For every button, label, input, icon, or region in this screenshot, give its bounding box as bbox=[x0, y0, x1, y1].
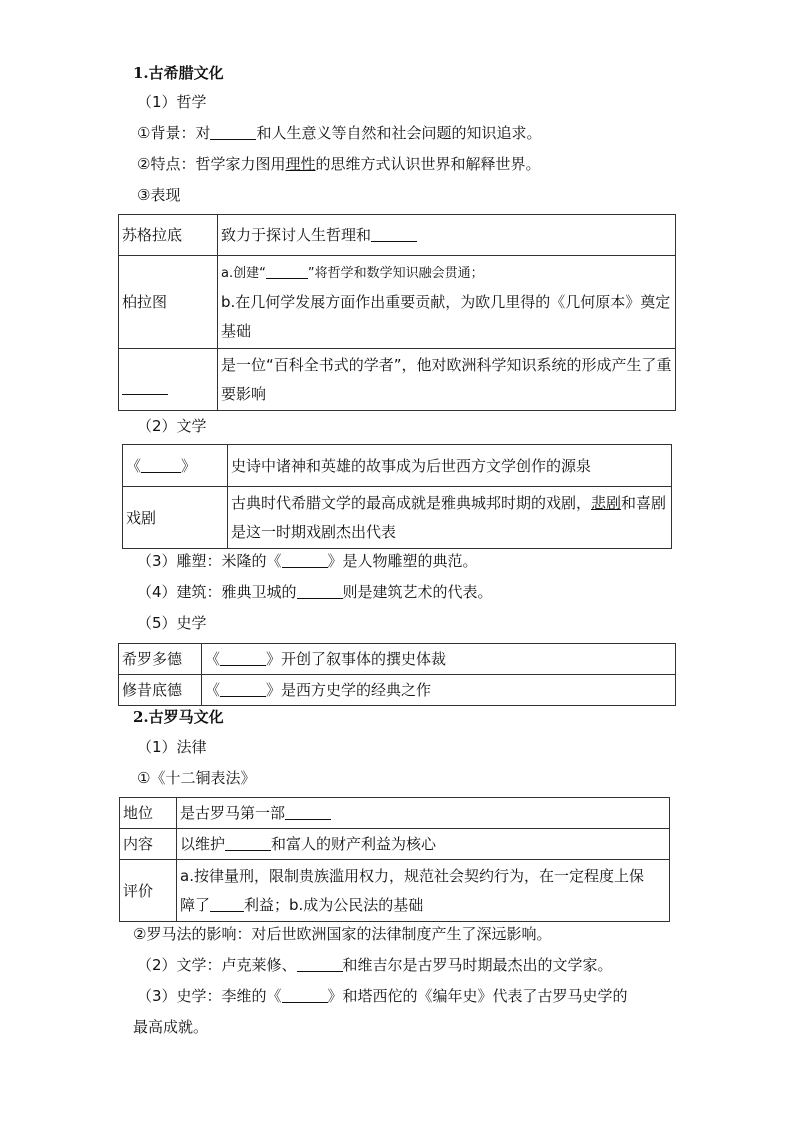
text-fragment: （3）史学：李维的《 bbox=[137, 987, 282, 1005]
text-fragment: b.在几何学发展方面作出重要贡献，为欧几里得的《几何原本》奠定基础 bbox=[221, 292, 671, 340]
law-name: 地位 bbox=[120, 798, 177, 829]
philosophy-table bbox=[118, 214, 676, 411]
text-fragment: 和喜剧是这一时期戏剧杰出代表 bbox=[231, 493, 667, 541]
literature-name bbox=[123, 445, 228, 487]
text-fragment: 》是西方史学的经典之作 bbox=[266, 681, 432, 699]
law-name: 内容 bbox=[120, 829, 177, 860]
fill-blank[interactable] bbox=[122, 379, 168, 395]
text-fragment: （4）建筑：雅典卫城的 bbox=[137, 583, 297, 601]
law-heading: （1）法律 bbox=[137, 738, 207, 756]
text-fragment: ②特点：哲学家力图用 bbox=[137, 155, 286, 173]
philosopher-name-blank bbox=[119, 349, 218, 411]
underlined-term: 悲剧 bbox=[591, 493, 622, 512]
literature-desc: 史诗中诸神和英雄的故事成为后世西方文学创作的源泉 bbox=[228, 445, 672, 487]
literature-name: 戏剧 bbox=[123, 487, 228, 549]
text-fragment: 》和塔西佗的《编年史》代表了古罗马史学的 bbox=[327, 987, 628, 1005]
fill-blank[interactable] bbox=[210, 124, 256, 140]
law-table bbox=[119, 797, 670, 922]
text-fragment: 致力于探讨人生哲理和 bbox=[221, 226, 372, 244]
fill-blank[interactable] bbox=[266, 263, 308, 279]
philosophy-heading: （1）哲学 bbox=[137, 93, 207, 111]
text-fragment: 古典时代希腊文学的最高成就是雅典城邦时期的戏剧， bbox=[231, 493, 592, 512]
twelve-tables-line: ①《十二铜表法》 bbox=[137, 769, 256, 787]
philosopher-name: 柏拉图 bbox=[119, 256, 218, 349]
philosophy-feature bbox=[137, 154, 540, 174]
architecture-line bbox=[137, 582, 493, 602]
text-fragment: 》开创了叙事体的撰史体裁 bbox=[266, 650, 447, 668]
philosopher-desc bbox=[218, 256, 676, 349]
text-fragment: 利益；b.成为公民法的基础 bbox=[244, 895, 424, 914]
text-fragment: a.按律量刑，限制贵族滥用权力，规范社会契约行为，在一定程度上保 bbox=[180, 866, 644, 885]
philosopher-name: 苏格拉底 bbox=[119, 215, 218, 256]
philosophy-expression: ③表现 bbox=[137, 186, 181, 204]
roman-history-line2: 最高成就。 bbox=[133, 1018, 209, 1036]
roman-literature-line bbox=[137, 955, 613, 975]
fill-blank[interactable] bbox=[282, 552, 328, 568]
history-table bbox=[118, 643, 676, 706]
philosophy-background bbox=[137, 123, 541, 143]
literature-desc bbox=[228, 487, 672, 549]
sculpture-line bbox=[137, 551, 478, 571]
fill-blank[interactable] bbox=[282, 987, 328, 1003]
roman-law-influence: ②罗马法的影响：对后世欧洲国家的法律制度产生了深远影响。 bbox=[133, 925, 552, 943]
section-title-roman: 2.古罗马文化 bbox=[133, 708, 224, 726]
historian-name: 希罗多德 bbox=[119, 644, 202, 675]
text-fragment: 和人生意义等自然和社会问题的知识追求。 bbox=[256, 124, 542, 142]
text-fragment: 《 bbox=[205, 650, 221, 668]
law-desc bbox=[177, 860, 670, 922]
fill-blank[interactable] bbox=[220, 650, 266, 666]
text-fragment: （2）文学：卢克莱修、 bbox=[137, 956, 297, 974]
text-fragment: 》 bbox=[181, 456, 197, 475]
section-title-greek: 1.古希腊文化 bbox=[133, 64, 224, 82]
text-fragment: 是古罗马第一部 bbox=[180, 804, 286, 822]
text-fragment: 则是建筑艺术的代表。 bbox=[342, 583, 493, 601]
text-fragment: 》是人物雕塑的典范。 bbox=[327, 552, 478, 570]
historian-desc bbox=[202, 644, 676, 675]
history-heading: （5）史学 bbox=[137, 614, 207, 632]
fill-blank[interactable] bbox=[371, 226, 417, 242]
text-fragment: a.创建“ bbox=[221, 265, 266, 281]
law-name: 评价 bbox=[120, 860, 177, 922]
text-fragment: 的思维方式认识世界和解释世界。 bbox=[315, 155, 541, 173]
text-fragment: （3）雕塑：米隆的《 bbox=[137, 552, 282, 570]
law-desc bbox=[177, 798, 670, 829]
text-fragment: ”将哲学和数学知识融会贯通； bbox=[307, 265, 484, 281]
fill-blank[interactable] bbox=[225, 835, 271, 851]
law-desc bbox=[177, 829, 670, 860]
underlined-term: 理性 bbox=[285, 155, 316, 173]
fill-blank[interactable] bbox=[297, 956, 343, 972]
fill-blank[interactable] bbox=[285, 804, 331, 820]
philosopher-desc bbox=[218, 215, 676, 256]
historian-name: 修昔底德 bbox=[119, 675, 202, 706]
text-fragment: 和维吉尔是古罗马时期最杰出的文学家。 bbox=[342, 956, 613, 974]
literature-heading: （2）文学 bbox=[137, 417, 207, 435]
historian-desc bbox=[202, 675, 676, 706]
fill-blank[interactable] bbox=[210, 896, 244, 912]
fill-blank[interactable] bbox=[220, 681, 266, 697]
text-fragment: 和富人的财产利益为核心 bbox=[271, 835, 437, 853]
fill-blank[interactable] bbox=[141, 457, 181, 473]
text-fragment: 《 bbox=[205, 681, 221, 699]
text-fragment: 以维护 bbox=[180, 835, 226, 853]
text-fragment: 《 bbox=[126, 456, 142, 475]
literature-table bbox=[122, 444, 672, 549]
text-fragment: ①背景：对 bbox=[137, 124, 211, 142]
fill-blank[interactable] bbox=[297, 583, 343, 599]
philosopher-desc: 是一位“百科全书式的学者”，他对欧洲科学知识系统的形成产生了重要影响 bbox=[218, 349, 676, 411]
roman-history-line bbox=[137, 986, 628, 1006]
text-fragment: 障了 bbox=[180, 895, 211, 914]
